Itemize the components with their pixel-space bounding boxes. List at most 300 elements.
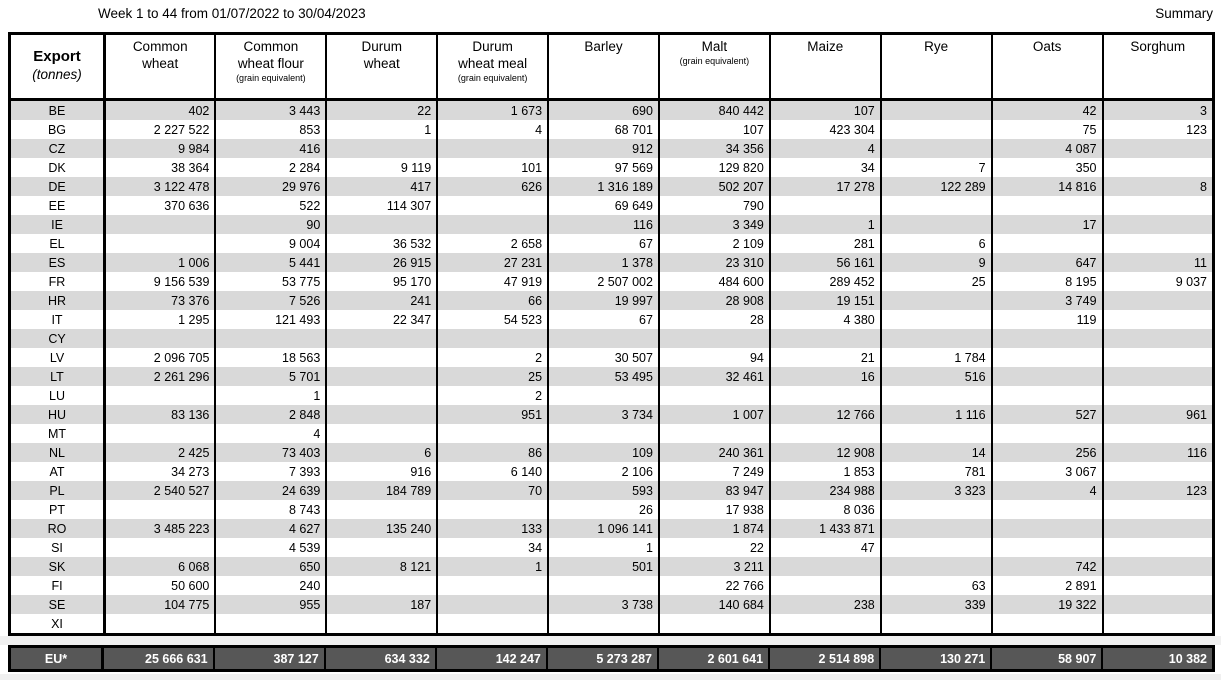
country-code: NL — [10, 443, 105, 462]
value-cell — [105, 215, 216, 234]
value-cell: 53 495 — [548, 367, 659, 386]
value-cell: 123 — [1103, 481, 1214, 500]
value-cell — [437, 196, 548, 215]
table-row-pt — [10, 500, 1214, 519]
value-cell — [770, 576, 881, 595]
table-header — [10, 34, 1214, 100]
value-cell — [659, 424, 770, 443]
value-cell: 38 364 — [105, 158, 216, 177]
column-header-durum-wheat-meal: Durum wheat meal (grain equivalent) — [437, 34, 548, 100]
value-cell — [881, 329, 992, 348]
value-cell: 350 — [992, 158, 1103, 177]
value-cell: 1 — [770, 215, 881, 234]
value-cell: 4 627 — [215, 519, 326, 538]
table-row-ie — [10, 215, 1214, 234]
value-cell — [437, 215, 548, 234]
eu-total-value: 5 273 287 — [547, 647, 658, 671]
value-cell — [548, 424, 659, 443]
value-cell: 24 639 — [215, 481, 326, 500]
value-cell: 47 919 — [437, 272, 548, 291]
value-cell: 912 — [548, 139, 659, 158]
value-cell: 47 — [770, 538, 881, 557]
value-cell — [1103, 538, 1214, 557]
table-row-fr — [10, 272, 1214, 291]
value-cell: 951 — [437, 405, 548, 424]
value-cell: 9 004 — [215, 234, 326, 253]
value-cell: 4 — [770, 139, 881, 158]
country-code: EE — [10, 196, 105, 215]
value-cell — [992, 196, 1103, 215]
value-cell — [437, 139, 548, 158]
value-cell: 83 136 — [105, 405, 216, 424]
value-cell: 2 096 705 — [105, 348, 216, 367]
table-row-el — [10, 234, 1214, 253]
value-cell — [1103, 500, 1214, 519]
value-cell: 17 — [992, 215, 1103, 234]
table-row-nl — [10, 443, 1214, 462]
value-cell: 19 997 — [548, 291, 659, 310]
value-cell: 3 211 — [659, 557, 770, 576]
value-cell: 66 — [437, 291, 548, 310]
country-code: AT — [10, 462, 105, 481]
country-code: CZ — [10, 139, 105, 158]
value-cell — [326, 367, 437, 386]
value-cell — [326, 405, 437, 424]
value-cell: 8 195 — [992, 272, 1103, 291]
value-cell — [326, 348, 437, 367]
column-header-barley: Barley — [548, 34, 659, 100]
value-cell: 17 278 — [770, 177, 881, 196]
value-cell — [1103, 291, 1214, 310]
value-cell: 90 — [215, 215, 326, 234]
value-cell: 18 563 — [215, 348, 326, 367]
eu-total-value: 2 601 641 — [658, 647, 769, 671]
value-cell: 7 249 — [659, 462, 770, 481]
value-cell — [992, 538, 1103, 557]
value-cell — [105, 424, 216, 443]
value-cell: 484 600 — [659, 272, 770, 291]
eu-total-label: EU* — [10, 647, 103, 671]
value-cell: 1 316 189 — [548, 177, 659, 196]
value-cell — [992, 500, 1103, 519]
value-cell: 3 122 478 — [105, 177, 216, 196]
value-cell: 7 — [881, 158, 992, 177]
value-cell: 56 161 — [770, 253, 881, 272]
value-cell: 3 323 — [881, 481, 992, 500]
value-cell: 5 701 — [215, 367, 326, 386]
value-cell — [326, 424, 437, 443]
value-cell — [881, 120, 992, 139]
value-cell — [437, 329, 548, 348]
value-cell — [992, 424, 1103, 443]
value-cell: 240 361 — [659, 443, 770, 462]
value-cell: 238 — [770, 595, 881, 614]
value-cell: 423 304 — [770, 120, 881, 139]
value-cell: 916 — [326, 462, 437, 481]
value-cell: 6 — [326, 443, 437, 462]
value-cell — [992, 329, 1103, 348]
value-cell: 781 — [881, 462, 992, 481]
value-cell — [1103, 614, 1214, 635]
value-cell: 34 — [770, 158, 881, 177]
summary-label: Summary — [1155, 6, 1213, 21]
value-cell: 28 908 — [659, 291, 770, 310]
eu-total-value: 2 514 898 — [769, 647, 880, 671]
value-cell — [326, 139, 437, 158]
value-cell: 2 507 002 — [548, 272, 659, 291]
eu-total-cells — [10, 647, 1214, 671]
eu-total-value: 634 332 — [325, 647, 436, 671]
value-cell: 3 485 223 — [105, 519, 216, 538]
value-cell: 4 380 — [770, 310, 881, 329]
value-cell — [992, 614, 1103, 635]
eu-total-value: 25 666 631 — [103, 647, 214, 671]
value-cell — [105, 538, 216, 557]
value-cell: 95 170 — [326, 272, 437, 291]
value-cell — [770, 329, 881, 348]
value-cell — [1103, 519, 1214, 538]
column-header-row — [10, 34, 1214, 100]
value-cell: 70 — [437, 481, 548, 500]
value-cell — [1103, 367, 1214, 386]
value-cell: 129 820 — [659, 158, 770, 177]
value-cell — [770, 557, 881, 576]
column-header-common-wheat: Common wheat — [105, 34, 216, 100]
table-row-de — [10, 177, 1214, 196]
value-cell: 3 443 — [215, 100, 326, 121]
value-cell: 17 938 — [659, 500, 770, 519]
value-cell — [881, 100, 992, 121]
value-cell: 75 — [992, 120, 1103, 139]
value-cell: 1 295 — [105, 310, 216, 329]
value-cell — [770, 386, 881, 405]
value-cell: 593 — [548, 481, 659, 500]
value-cell: 1 096 141 — [548, 519, 659, 538]
value-cell: 2 284 — [215, 158, 326, 177]
eu-total-value: 387 127 — [214, 647, 325, 671]
value-cell: 1 — [215, 386, 326, 405]
value-cell: 26 915 — [326, 253, 437, 272]
export-corner-cell — [10, 34, 105, 100]
value-cell: 8 743 — [215, 500, 326, 519]
value-cell — [1103, 139, 1214, 158]
value-cell: 4 — [992, 481, 1103, 500]
value-cell: 5 441 — [215, 253, 326, 272]
value-cell — [881, 291, 992, 310]
country-code: IE — [10, 215, 105, 234]
column-header-rye: Rye — [881, 34, 992, 100]
table-row-it — [10, 310, 1214, 329]
value-cell: 133 — [437, 519, 548, 538]
value-cell: 955 — [215, 595, 326, 614]
value-cell: 1 853 — [770, 462, 881, 481]
country-code: EL — [10, 234, 105, 253]
table-row-sk — [10, 557, 1214, 576]
value-cell — [1103, 462, 1214, 481]
value-cell — [1103, 329, 1214, 348]
value-cell: 16 — [770, 367, 881, 386]
value-cell: 21 — [770, 348, 881, 367]
value-cell: 7 526 — [215, 291, 326, 310]
value-cell: 34 — [437, 538, 548, 557]
value-cell — [659, 329, 770, 348]
divider-strip — [0, 636, 1221, 645]
country-code: SE — [10, 595, 105, 614]
table-row-ee — [10, 196, 1214, 215]
value-cell — [326, 500, 437, 519]
value-cell — [881, 424, 992, 443]
value-cell: 67 — [548, 234, 659, 253]
value-cell: 1 — [548, 538, 659, 557]
value-cell: 522 — [215, 196, 326, 215]
value-cell: 690 — [548, 100, 659, 121]
value-cell — [548, 614, 659, 635]
value-cell: 2 227 522 — [105, 120, 216, 139]
value-cell — [326, 614, 437, 635]
country-code: HU — [10, 405, 105, 424]
value-cell — [770, 196, 881, 215]
value-cell: 281 — [770, 234, 881, 253]
eu-total-row — [8, 645, 1215, 672]
value-cell — [326, 576, 437, 595]
country-code: FI — [10, 576, 105, 595]
value-cell: 1 874 — [659, 519, 770, 538]
value-cell — [1103, 196, 1214, 215]
value-cell — [881, 500, 992, 519]
value-cell: 114 307 — [326, 196, 437, 215]
value-cell: 1 006 — [105, 253, 216, 272]
country-code: LV — [10, 348, 105, 367]
value-cell: 234 988 — [770, 481, 881, 500]
value-cell: 19 322 — [992, 595, 1103, 614]
top-bar — [0, 0, 1221, 32]
value-cell: 67 — [548, 310, 659, 329]
value-cell: 107 — [659, 120, 770, 139]
value-cell — [881, 519, 992, 538]
value-cell: 69 649 — [548, 196, 659, 215]
country-code: LT — [10, 367, 105, 386]
value-cell: 2 848 — [215, 405, 326, 424]
value-cell — [1103, 595, 1214, 614]
value-cell — [992, 386, 1103, 405]
value-cell: 1 673 — [437, 100, 548, 121]
value-cell — [1103, 424, 1214, 443]
table-row-mt — [10, 424, 1214, 443]
country-code: BE — [10, 100, 105, 121]
value-cell — [1103, 386, 1214, 405]
export-label: Export — [33, 48, 81, 66]
value-cell: 6 140 — [437, 462, 548, 481]
value-cell — [1103, 234, 1214, 253]
value-cell: 26 — [548, 500, 659, 519]
table-row-lv — [10, 348, 1214, 367]
value-cell — [770, 614, 881, 635]
value-cell: 30 507 — [548, 348, 659, 367]
eu-total-value: 10 382 — [1102, 647, 1213, 671]
value-cell: 122 289 — [881, 177, 992, 196]
value-cell — [1103, 158, 1214, 177]
column-header-oats: Oats — [992, 34, 1103, 100]
value-cell: 790 — [659, 196, 770, 215]
country-code: IT — [10, 310, 105, 329]
value-cell: 1 007 — [659, 405, 770, 424]
value-cell: 23 310 — [659, 253, 770, 272]
value-cell — [881, 215, 992, 234]
value-cell: 187 — [326, 595, 437, 614]
country-code: RO — [10, 519, 105, 538]
value-cell: 3 738 — [548, 595, 659, 614]
value-cell — [881, 310, 992, 329]
table-row-hr — [10, 291, 1214, 310]
value-cell: 109 — [548, 443, 659, 462]
value-cell: 50 600 — [105, 576, 216, 595]
value-cell — [992, 367, 1103, 386]
tonnes-label: (tonnes) — [32, 66, 82, 82]
value-cell — [992, 234, 1103, 253]
country-code: XI — [10, 614, 105, 635]
value-cell: 97 569 — [548, 158, 659, 177]
column-header-maize: Maize — [770, 34, 881, 100]
value-cell — [1103, 310, 1214, 329]
value-cell: 2 106 — [548, 462, 659, 481]
table-row-xi — [10, 614, 1214, 635]
value-cell — [1103, 557, 1214, 576]
value-cell: 4 087 — [992, 139, 1103, 158]
value-cell: 22 — [659, 538, 770, 557]
value-cell: 2 658 — [437, 234, 548, 253]
table-row-hu — [10, 405, 1214, 424]
value-cell — [437, 614, 548, 635]
value-cell: 9 984 — [105, 139, 216, 158]
value-cell — [548, 329, 659, 348]
value-cell: 135 240 — [326, 519, 437, 538]
value-cell: 8 — [1103, 177, 1214, 196]
country-code: ES — [10, 253, 105, 272]
value-cell — [881, 386, 992, 405]
table-row-cz — [10, 139, 1214, 158]
value-cell: 104 775 — [105, 595, 216, 614]
value-cell — [1103, 215, 1214, 234]
value-cell: 27 231 — [437, 253, 548, 272]
value-cell — [105, 329, 216, 348]
value-cell: 54 523 — [437, 310, 548, 329]
table-row-ro — [10, 519, 1214, 538]
value-cell: 22 347 — [326, 310, 437, 329]
value-cell: 4 — [437, 120, 548, 139]
value-cell: 25 — [437, 367, 548, 386]
value-cell: 101 — [437, 158, 548, 177]
country-code: PT — [10, 500, 105, 519]
value-cell: 840 442 — [659, 100, 770, 121]
value-cell — [215, 614, 326, 635]
table-row-lt — [10, 367, 1214, 386]
value-cell: 6 — [881, 234, 992, 253]
value-cell: 1 116 — [881, 405, 992, 424]
country-code: MT — [10, 424, 105, 443]
value-cell: 63 — [881, 576, 992, 595]
value-cell: 34 273 — [105, 462, 216, 481]
table-row-dk — [10, 158, 1214, 177]
value-cell — [437, 576, 548, 595]
value-cell — [437, 595, 548, 614]
table-row-fi — [10, 576, 1214, 595]
page-title: Week 1 to 44 from 01/07/2022 to 30/04/2023 — [98, 6, 366, 21]
value-cell: 9 119 — [326, 158, 437, 177]
value-cell: 116 — [1103, 443, 1214, 462]
value-cell — [105, 234, 216, 253]
value-cell: 417 — [326, 177, 437, 196]
column-header-common-wheat-flour: Common wheat flour (grain equivalent) — [215, 34, 326, 100]
eu-total-value: 58 907 — [991, 647, 1102, 671]
value-cell — [105, 614, 216, 635]
eu-total-value: 142 247 — [436, 647, 547, 671]
value-cell — [881, 538, 992, 557]
value-cell — [770, 424, 881, 443]
value-cell: 119 — [992, 310, 1103, 329]
value-cell: 2 891 — [992, 576, 1103, 595]
value-cell: 14 — [881, 443, 992, 462]
value-cell: 2 109 — [659, 234, 770, 253]
value-cell: 184 789 — [326, 481, 437, 500]
bottom-strip — [0, 674, 1221, 680]
value-cell: 73 403 — [215, 443, 326, 462]
value-cell: 1 784 — [881, 348, 992, 367]
value-cell — [1103, 348, 1214, 367]
value-cell: 402 — [105, 100, 216, 121]
export-table — [8, 32, 1215, 636]
value-cell: 2 261 296 — [105, 367, 216, 386]
value-cell — [1103, 576, 1214, 595]
value-cell: 501 — [548, 557, 659, 576]
value-cell: 9 156 539 — [105, 272, 216, 291]
value-cell: 116 — [548, 215, 659, 234]
value-cell — [437, 500, 548, 519]
value-cell: 86 — [437, 443, 548, 462]
value-cell: 961 — [1103, 405, 1214, 424]
value-cell: 3 734 — [548, 405, 659, 424]
column-header-sorghum: Sorghum — [1103, 34, 1214, 100]
value-cell: 240 — [215, 576, 326, 595]
value-cell: 1 — [437, 557, 548, 576]
value-cell: 28 — [659, 310, 770, 329]
value-cell: 12 908 — [770, 443, 881, 462]
value-cell: 94 — [659, 348, 770, 367]
value-cell: 2 540 527 — [105, 481, 216, 500]
value-cell: 22 — [326, 100, 437, 121]
value-cell: 6 068 — [105, 557, 216, 576]
value-cell: 241 — [326, 291, 437, 310]
table-row-be — [10, 100, 1214, 121]
value-cell: 121 493 — [215, 310, 326, 329]
value-cell: 742 — [992, 557, 1103, 576]
table-row-pl — [10, 481, 1214, 500]
table-row-es — [10, 253, 1214, 272]
value-cell — [881, 557, 992, 576]
value-cell: 1 — [326, 120, 437, 139]
value-cell — [326, 538, 437, 557]
table-body — [10, 100, 1214, 635]
country-code: DE — [10, 177, 105, 196]
value-cell: 68 701 — [548, 120, 659, 139]
table-row-se — [10, 595, 1214, 614]
value-cell: 256 — [992, 443, 1103, 462]
value-cell: 36 532 — [326, 234, 437, 253]
value-cell: 11 — [1103, 253, 1214, 272]
country-code: CY — [10, 329, 105, 348]
value-cell: 73 376 — [105, 291, 216, 310]
value-cell: 416 — [215, 139, 326, 158]
value-cell: 83 947 — [659, 481, 770, 500]
